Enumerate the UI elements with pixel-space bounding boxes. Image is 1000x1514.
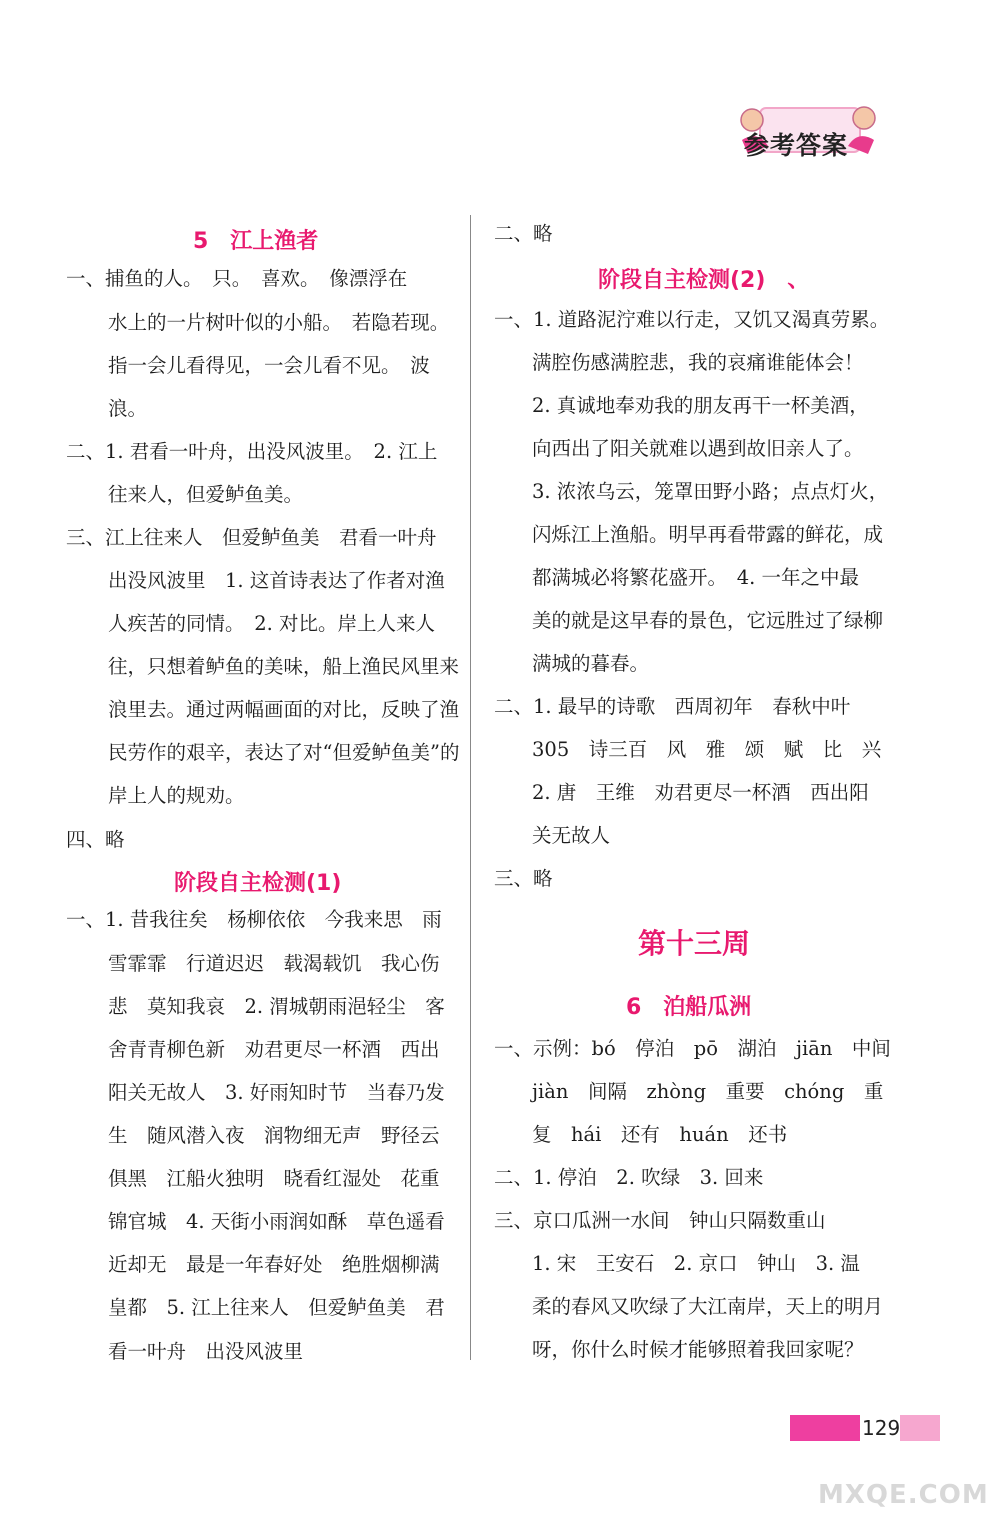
answer-line: 三、略 xyxy=(494,867,553,890)
answer-line: 雪霏霏 行道迟迟 载渴载饥 我心伤 xyxy=(108,952,440,975)
answer-line: 悲 莫知我哀 2. 渭城朝雨浥轻尘 客 xyxy=(108,995,445,1018)
answer-line: 1. 宋 王安石 2. 京口 钟山 3. 温 xyxy=(532,1252,860,1275)
section-5-title: 5 江上渔者 xyxy=(193,229,319,254)
answer-line: 人疾苦的同情。 2. 对比。岸上人来人 xyxy=(108,612,436,635)
page-number-bar-accent xyxy=(900,1415,940,1441)
answer-line: 柔的春风又吹绿了大江南岸，天上的明月 xyxy=(532,1295,884,1318)
answer-line: 满腔伤感满腔悲，我的哀痛谁能体会！ xyxy=(532,351,864,374)
answer-line: 生 随风潜入夜 润物细无声 野径云 xyxy=(108,1124,440,1147)
answer-line: 3. 浓浓乌云，笼罩田野小路；点点灯火， xyxy=(532,480,889,503)
answer-line: 浪里去。通过两幅画面的对比，反映了渔 xyxy=(108,698,460,721)
answer-line: 出没风波里 1. 这首诗表达了作者对渔 xyxy=(108,569,445,592)
answer-line: 三、京口瓜洲一水间 钟山只隔数重山 xyxy=(494,1209,826,1232)
answer-line: 关无故人 xyxy=(532,824,611,847)
answer-line: 民劳作的艰辛，表达了对“但爱鲈鱼美”的 xyxy=(108,741,460,764)
answer-line: 舍青青柳色新 劝君更尽一杯酒 西出 xyxy=(108,1038,440,1061)
answer-line: 岸上人的规劝。 xyxy=(108,784,245,807)
section-6-title: 6 泊船瓜洲 xyxy=(626,995,752,1020)
answer-line: 复 hái 还有 huán 还书 xyxy=(532,1123,788,1146)
answer-line: 指一会儿看得见，一会儿看不见。 波 xyxy=(108,354,430,377)
answer-line: 水上的一片树叶似的小船。 若隐若现。 xyxy=(108,311,450,334)
answer-line: 皇都 5. 江上往来人 但爱鲈鱼美 君 xyxy=(108,1296,445,1319)
answer-line: 三、江上往来人 但爱鲈鱼美 君看一叶舟 xyxy=(66,526,437,549)
answer-line: 闪烁江上渔船。明早再看带露的鲜花，成 xyxy=(532,523,884,546)
answer-line: 浪。 xyxy=(108,397,148,420)
answer-line: 2. 真诚地奉劝我的朋友再干一杯美酒， xyxy=(532,394,869,417)
answer-line: 呀，你什么时候才能够照着我回家呢？ xyxy=(532,1338,864,1361)
answer-line: 锦官城 4. 天街小雨润如酥 草色遥看 xyxy=(108,1210,445,1233)
answer-line: 一、捕鱼的人。 只。 喜欢。 像漂浮在 xyxy=(66,267,408,290)
week-13-title: 第十三周 xyxy=(638,927,751,960)
answer-line: 一、1. 道路泥泞难以行走，又饥又渴真劳累。 xyxy=(494,308,890,331)
answer-line: 往来人，但爱鲈鱼美。 xyxy=(108,483,304,506)
answer-line: 看一叶舟 出没风波里 xyxy=(108,1340,304,1363)
answer-line: 满城的暮春。 xyxy=(532,652,650,675)
page-number-bar xyxy=(790,1415,860,1441)
answers-badge-text: 参考答案 xyxy=(744,131,849,160)
answer-line: 俱黑 江船火独明 晓看红湿处 花重 xyxy=(108,1167,440,1190)
answer-line: 往，只想着鲈鱼的美味，船上渔民风里来 xyxy=(108,655,460,678)
answer-line: 二、1. 最早的诗歌 西周初年 春秋中叶 xyxy=(494,695,851,718)
answer-line: 305 诗三百 风 雅 颂 赋 比 兴 xyxy=(532,738,882,761)
answer-line: 美的就是这早春的景色，它远胜过了绿柳 xyxy=(532,609,884,632)
answer-line: 阳关无故人 3. 好雨知时节 当春乃发 xyxy=(108,1081,445,1104)
answer-line: 二、略 xyxy=(494,222,553,245)
answer-line: 向西出了阳关就难以遇到故旧亲人了。 xyxy=(532,437,864,460)
answer-line: 一、示例：bó 停泊 pō 湖泊 jiān 中间 xyxy=(494,1037,891,1060)
answer-line: 二、1. 君看一叶舟，出没风波里。 2. 江上 xyxy=(66,440,438,463)
answer-line: 一、1. 昔我往矣 杨柳依依 今我来思 雨 xyxy=(66,908,442,931)
page-number: 129 xyxy=(862,1416,901,1440)
answer-line: 都满城必将繁花盛开。 4. 一年之中最 xyxy=(532,566,860,589)
column-divider xyxy=(470,215,471,1360)
answer-line: 2. 唐 王维 劝君更尽一杯酒 西出阳 xyxy=(532,781,869,804)
answer-line: 四、略 xyxy=(66,828,125,851)
check-1-title: 阶段自主检测(1) xyxy=(174,871,342,896)
answer-line: 近却无 最是一年春好处 绝胜烟柳满 xyxy=(108,1253,440,1276)
site-watermark: MXQE.COM xyxy=(818,1480,989,1510)
check-2-title: 阶段自主检测(2) 、 xyxy=(598,268,810,293)
answer-line: 二、1. 停泊 2. 吹绿 3. 回来 xyxy=(494,1166,764,1189)
answer-line: jiàn 间隔 zhòng 重要 chóng 重 xyxy=(532,1080,884,1103)
